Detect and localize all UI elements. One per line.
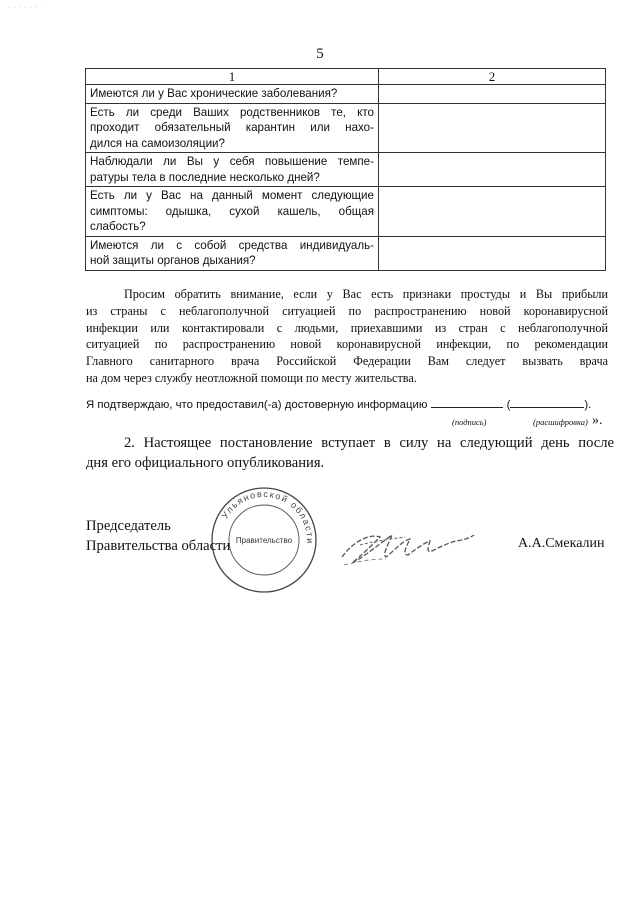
question-line: Наблюдали ли Вы у себя повышение темпе- (90, 155, 374, 168)
question-line: Есть ли у Вас на данный момент следующие (90, 189, 374, 202)
question-line: симптомы: одышка, сухой кашель, общая (90, 204, 374, 218)
clause-2 (86, 433, 614, 473)
signature-caption: (подпись) (452, 417, 487, 427)
confirmation-text: Я подтверждаю, что предоставил(-а) достоверную информацию (86, 399, 428, 411)
question-line: проходит обязательный карантин или нахо- (90, 121, 374, 134)
notice-line: ситуацией по распространению новой коронавирусной инфекции, по рекомендации (86, 337, 608, 352)
table-row (86, 153, 606, 187)
close-paren: ). (584, 399, 592, 411)
column-header-2: 2 (379, 69, 606, 85)
question-line: ратуры тела в последние несколько дней? (90, 170, 320, 184)
question-cell (86, 236, 379, 270)
notice-line: на дом через службу неотложной помощи по месту жительства. (86, 370, 417, 385)
open-paren: ( (506, 399, 511, 411)
decoding-caption: (расшифровка) (533, 417, 588, 427)
position-line: Председатель (86, 518, 171, 534)
question-line: Есть ли среди Ваших родственников те, кто (90, 105, 374, 119)
notice-line: Просим обратить внимание, если у Вас есть признаки простуды и Вы прибыли (124, 287, 608, 301)
answer-cell[interactable] (379, 236, 606, 270)
question-line: Имеются ли с собой средства индивидуаль- (90, 238, 374, 252)
notice-paragraph (86, 286, 608, 387)
signature-blank[interactable] (431, 397, 503, 408)
notice-line: из страны с неблагополучной ситуацией по распространению новой коронавирусной (86, 303, 608, 318)
answer-cell[interactable] (379, 85, 606, 104)
table-row (86, 187, 606, 237)
confirmation-line (86, 397, 610, 411)
signatory-name: А.А.Смекалин (518, 536, 605, 551)
scan-mark: · · · · · · · (8, 5, 44, 11)
question-line: ной защиты органов дыхания? (90, 254, 256, 267)
table-header-row (86, 69, 606, 85)
table-row (86, 85, 606, 104)
notice-line: Главного санитарного врача Российской Федерации Вам следует вызвать врача (86, 354, 608, 369)
question-cell (86, 153, 379, 187)
notice-line: инфекции или контактировали с людьми, приехавшими из стран с неблагополучной (86, 320, 608, 335)
clause-line: дня его официального опубликования. (86, 455, 325, 471)
signatory-position (86, 516, 230, 556)
question-cell (86, 85, 379, 104)
table-row (86, 236, 606, 270)
question-line: Имеются ли у Вас хронические заболевания? (90, 87, 338, 100)
stamp-ring-text: Ульяновской области (219, 488, 316, 545)
decoding-blank[interactable] (510, 397, 584, 408)
questionnaire-table (85, 68, 606, 271)
table-row (86, 103, 606, 153)
question-line: слабость? (90, 220, 146, 233)
question-cell (86, 187, 379, 237)
position-line: Правительства области (86, 538, 231, 554)
clause-line: 2. Настоящее постановление вступает в силу на следующий день после (124, 435, 614, 451)
stamp-center-text: Правительство (235, 536, 293, 545)
closing-quote: ». (592, 413, 603, 428)
column-header-1: 1 (86, 69, 379, 85)
answer-cell[interactable] (379, 153, 606, 187)
question-cell (86, 103, 379, 153)
answer-cell[interactable] (379, 187, 606, 237)
question-line: дился на самоизоляции? (90, 136, 225, 150)
handwritten-signature (330, 515, 480, 580)
answer-cell[interactable] (379, 103, 606, 153)
page-number: 5 (316, 46, 324, 62)
